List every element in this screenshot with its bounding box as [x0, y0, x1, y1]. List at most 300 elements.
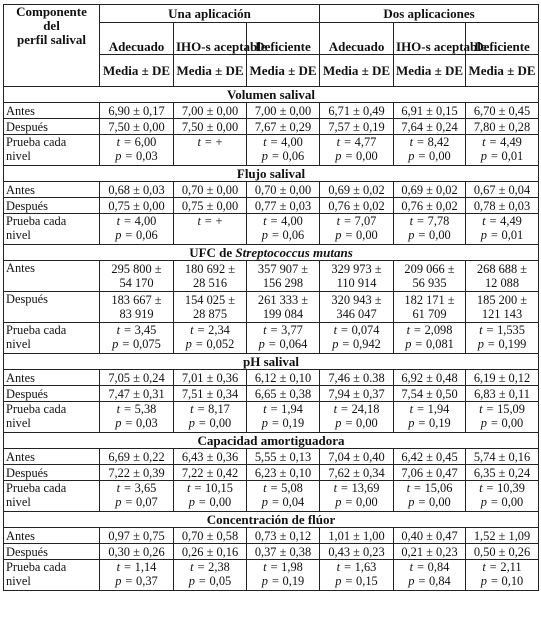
test-cell [394, 323, 466, 354]
test-cell [320, 323, 394, 354]
value-cell: 0,37 ± 0,38 [247, 544, 320, 560]
table-row-despues [4, 465, 539, 481]
value-line-1: 295 800 ± [111, 262, 162, 276]
t-prefix: t = [336, 135, 355, 149]
row-label-despues: Después [4, 544, 100, 560]
t-value: 4,49 [500, 135, 522, 149]
p-value-line [322, 416, 391, 430]
row-label-prueba-line1: Prueba cada [6, 214, 67, 228]
p-value: 0,06 [136, 228, 158, 242]
row-label-prueba-line2: nivel [6, 337, 31, 351]
t-prefix: t = [116, 135, 135, 149]
value-cell: 0,69 ± 0,02 [394, 182, 466, 198]
t-value: 1,94 [281, 402, 303, 416]
p-prefix: p = [408, 149, 430, 163]
test-cell [247, 560, 320, 591]
p-prefix: p = [261, 228, 283, 242]
value-cell: 6,70 ± 0,45 [466, 103, 539, 119]
t-prefix: t = [197, 135, 216, 149]
t-value: 2,34 [208, 323, 230, 337]
p-value: 0,081 [425, 337, 454, 351]
p-value: 0,00 [209, 495, 232, 509]
table-row-despues [4, 544, 539, 560]
p-prefix: p = [261, 416, 283, 430]
t-prefix: t = [333, 481, 352, 495]
t-prefix: t = [482, 214, 501, 228]
t-prefix: t = [116, 214, 135, 228]
p-value: 0,15 [356, 574, 378, 588]
row-label-prueba-line2: nivel [6, 416, 31, 430]
section-title: Concentración de flúor [4, 512, 539, 528]
p-value-line [468, 228, 536, 242]
p-value-line [102, 337, 171, 351]
value-line-2: 83 919 [119, 307, 154, 321]
p-value: 0,19 [282, 416, 305, 430]
t-statistic [468, 135, 536, 149]
value-cell: 7,01 ± 0,36 [174, 370, 247, 386]
row-label-prueba-line2: nivel [6, 574, 31, 588]
t-statistic [102, 481, 171, 495]
p-value: 0,06 [282, 228, 305, 242]
value-cell: 0,76 ± 0,02 [394, 198, 466, 214]
test-cell [174, 323, 247, 354]
test-cell [394, 481, 466, 512]
p-value: 0,05 [209, 574, 232, 588]
value-cell: 7,04 ± 0,40 [320, 449, 394, 465]
t-value: 4,77 [354, 135, 377, 149]
value-cell: 1,01 ± 1,00 [320, 528, 394, 544]
value-cell: 7,54 ± 0,50 [394, 386, 466, 402]
p-prefix: p = [335, 574, 357, 588]
stat-header: Media ± DE [466, 55, 539, 87]
t-statistic [102, 323, 171, 337]
t-value: 7,78 [427, 214, 450, 228]
value-line-2: 12 088 [484, 276, 520, 290]
p-value-line [102, 495, 171, 509]
t-value: 8,17 [208, 402, 230, 416]
row-label-prueba [4, 214, 100, 245]
value-cell: 0,21 ± 0,23 [394, 544, 466, 560]
t-value: 2,38 [208, 560, 230, 574]
p-value: 0,00 [429, 149, 451, 163]
row-label-despues: Después [4, 465, 100, 481]
row-label-prueba-line2: nivel [6, 228, 31, 242]
p-value: 0,03 [136, 416, 158, 430]
value-cell: 0,40 ± 0,47 [394, 528, 466, 544]
t-statistic [396, 481, 463, 495]
row-label-prueba [4, 481, 100, 512]
p-value: 0,04 [282, 495, 305, 509]
row-label-despues: Después [4, 119, 100, 135]
section-title: Capacidad amortiguadora [4, 433, 539, 449]
test-cell [247, 135, 320, 166]
p-value: 0,37 [136, 574, 158, 588]
p-prefix: p = [480, 149, 502, 163]
test-cell [466, 560, 539, 591]
t-statistic [468, 214, 536, 228]
test-cell [394, 560, 466, 591]
t-value: 8,42 [427, 135, 450, 149]
t-statistic [396, 560, 463, 574]
table-row-prueba [4, 323, 539, 354]
p-value: 0,00 [429, 495, 451, 509]
value-cell [100, 261, 174, 292]
value-cell [320, 292, 394, 323]
row-label-prueba-line2: nivel [6, 149, 31, 163]
t-statistic [249, 214, 317, 228]
value-cell: 7,51 ± 0,34 [174, 386, 247, 402]
p-value-line [322, 149, 391, 163]
value-cell: 7,22 ± 0,39 [100, 465, 174, 481]
value-cell: 7,80 ± 0,28 [466, 119, 539, 135]
t-prefix: t = [263, 323, 282, 337]
p-prefix: p = [332, 337, 353, 351]
t-prefix: t = [187, 481, 206, 495]
category-header: IHO-s aceptable [174, 23, 247, 55]
p-prefix: p = [115, 495, 137, 509]
t-statistic [176, 214, 244, 228]
t-value: 1,94 [427, 402, 450, 416]
p-value: 0,00 [501, 416, 524, 430]
t-value: 10,15 [205, 481, 233, 495]
t-statistic [396, 402, 463, 416]
t-statistic [249, 560, 317, 574]
t-value: + [215, 214, 223, 228]
value-cell [394, 292, 466, 323]
p-value: 0,07 [136, 495, 158, 509]
row-label-prueba-line1: Prueba cada [6, 135, 67, 149]
p-prefix: p = [408, 228, 430, 242]
value-cell: 7,47 ± 0,31 [100, 386, 174, 402]
value-cell: 7,46 ± 0.38 [320, 370, 394, 386]
category-header: Deficiente [247, 23, 320, 55]
test-cell [394, 402, 466, 433]
p-value-line [396, 228, 463, 242]
value-line-2: 54 170 [119, 276, 154, 290]
table-row-prueba [4, 481, 539, 512]
table-row-antes [4, 103, 539, 119]
value-line-2: 156 298 [262, 276, 304, 290]
p-value-line [322, 228, 391, 242]
p-value-line [322, 495, 391, 509]
p-value-line [102, 574, 171, 588]
test-cell [320, 402, 394, 433]
value-line-2: 110 914 [336, 276, 377, 290]
value-cell: 0,50 ± 0,26 [466, 544, 539, 560]
t-prefix: t = [409, 560, 428, 574]
value-cell: 7,00 ± 0,00 [247, 103, 320, 119]
category-header: IHO-s aceptable [394, 23, 466, 55]
t-value: 3,45 [134, 323, 157, 337]
value-line-2: 199 084 [262, 307, 304, 321]
value-line-2: 121 143 [481, 307, 523, 321]
t-statistic [176, 481, 244, 495]
table-row-despues [4, 198, 539, 214]
p-value-line [102, 228, 171, 242]
p-value-line [249, 495, 317, 509]
p-value: 0,00 [356, 228, 378, 242]
category-header: Deficiente [466, 23, 539, 55]
value-cell: 0,97 ± 0,75 [100, 528, 174, 544]
table-row-antes [4, 449, 539, 465]
value-cell: 7,22 ± 0,42 [174, 465, 247, 481]
t-prefix: t = [263, 560, 282, 574]
value-cell: 6,83 ± 0,11 [466, 386, 539, 402]
table-row-despues [4, 386, 539, 402]
p-value: 0,06 [282, 149, 305, 163]
stat-header: Media ± DE [100, 55, 174, 87]
p-value-line [249, 337, 317, 351]
value-cell: 0,73 ± 0,12 [247, 528, 320, 544]
table-row-prueba [4, 214, 539, 245]
t-prefix: t = [197, 214, 216, 228]
p-prefix: p = [480, 228, 502, 242]
row-label-prueba-line1: Prueba cada [6, 481, 67, 495]
test-cell [394, 214, 466, 245]
t-statistic [249, 323, 317, 337]
p-value-line [249, 149, 317, 163]
value-line-1: 268 688 ± [476, 262, 528, 276]
row-label-despues: Después [4, 198, 100, 214]
t-value: 5,38 [134, 402, 157, 416]
value-cell: 0,26 ± 0,16 [174, 544, 247, 560]
p-value-line [102, 416, 171, 430]
test-cell [247, 323, 320, 354]
p-value: 0,00 [501, 495, 524, 509]
t-prefix: t = [479, 402, 498, 416]
value-cell: 5,55 ± 0,13 [247, 449, 320, 465]
section-title-row [4, 166, 539, 182]
t-prefix: t = [409, 135, 428, 149]
t-value: 4,49 [500, 214, 522, 228]
value-cell: 6,71 ± 0,49 [320, 103, 394, 119]
p-value-line [102, 149, 171, 163]
value-cell: 0,67 ± 0,04 [466, 182, 539, 198]
test-cell [100, 135, 174, 166]
value-cell [466, 292, 539, 323]
p-prefix: p = [115, 574, 137, 588]
t-prefix: t = [406, 323, 425, 337]
value-cell [320, 261, 394, 292]
t-value: 24,18 [351, 402, 380, 416]
t-value: 15,09 [497, 402, 525, 416]
value-cell: 0,78 ± 0,03 [466, 198, 539, 214]
p-value: 0,052 [206, 337, 235, 351]
section-title-row [4, 433, 539, 449]
t-value: 1,63 [354, 560, 377, 574]
value-cell: 7,50 ± 0,00 [100, 119, 174, 135]
p-value-line [396, 574, 463, 588]
section-title-row [4, 512, 539, 528]
t-prefix: t = [190, 560, 209, 574]
value-cell: 6,35 ± 0,24 [466, 465, 539, 481]
row-label-prueba [4, 323, 100, 354]
value-line-1: 209 066 ± [404, 262, 455, 276]
row-label-antes: Antes [4, 103, 100, 119]
p-value: 0,19 [282, 574, 305, 588]
value-cell: 7,00 ± 0,00 [174, 103, 247, 119]
t-statistic [468, 560, 536, 574]
row-label-prueba [4, 402, 100, 433]
t-prefix: t = [333, 323, 352, 337]
p-value-line [468, 495, 536, 509]
p-value-line [396, 495, 463, 509]
section-title: Flujo salival [4, 166, 539, 182]
p-value-line [322, 574, 391, 588]
value-line-1: 185 200 ± [476, 293, 528, 307]
t-prefix: t = [116, 560, 135, 574]
t-prefix: t = [336, 560, 355, 574]
table-row-prueba [4, 402, 539, 433]
t-prefix: t = [409, 402, 428, 416]
row-label-prueba-line1: Prueba cada [6, 402, 67, 416]
p-value: 0,075 [132, 337, 161, 351]
p-prefix: p = [188, 495, 210, 509]
p-prefix: p = [258, 337, 280, 351]
p-prefix: p = [261, 149, 283, 163]
value-line-1: 180 692 ± [184, 262, 236, 276]
t-statistic [176, 402, 244, 416]
test-cell [466, 135, 539, 166]
t-prefix: t = [479, 323, 498, 337]
group-two-header: Dos aplicaciones [320, 5, 539, 23]
value-line-2: 61 709 [412, 307, 447, 321]
test-cell [466, 481, 539, 512]
t-prefix: t = [336, 214, 355, 228]
table-row-prueba [4, 135, 539, 166]
test-cell [394, 135, 466, 166]
t-prefix: t = [263, 135, 282, 149]
section-title: pH salival [4, 354, 539, 370]
row-label-despues: Después [4, 292, 100, 323]
p-value-line [322, 337, 391, 351]
test-cell [247, 402, 320, 433]
value-line-1: 357 907 ± [257, 262, 309, 276]
value-cell: 5,74 ± 0,16 [466, 449, 539, 465]
t-prefix: t = [406, 481, 425, 495]
test-cell [100, 560, 174, 591]
t-value: 0,074 [351, 323, 380, 337]
table-row-antes [4, 182, 539, 198]
test-cell [466, 214, 539, 245]
test-cell [466, 323, 539, 354]
t-value: 1,535 [497, 323, 525, 337]
t-value: + [215, 135, 223, 149]
value-cell [466, 261, 539, 292]
p-prefix: p = [335, 149, 357, 163]
value-cell: 6,43 ± 0,36 [174, 449, 247, 465]
value-line-2: 346 047 [336, 307, 377, 321]
t-value: 7,07 [354, 214, 377, 228]
test-cell [174, 214, 247, 245]
p-value-line [249, 228, 317, 242]
p-value: 0,84 [429, 574, 451, 588]
stat-header: Media ± DE [320, 55, 394, 87]
test-cell [174, 402, 247, 433]
test-cell [320, 214, 394, 245]
t-statistic [396, 323, 463, 337]
test-cell [466, 402, 539, 433]
value-cell [174, 292, 247, 323]
value-cell: 6,19 ± 0,12 [466, 370, 539, 386]
p-value: 0,01 [501, 149, 524, 163]
value-line-1: 154 025 ± [184, 293, 236, 307]
t-value: 4,00 [281, 135, 303, 149]
p-value-line [468, 337, 536, 351]
p-value-line [468, 416, 536, 430]
table-row-despues [4, 292, 539, 323]
t-value: 5,08 [281, 481, 303, 495]
t-prefix: t = [116, 402, 135, 416]
t-prefix: t = [116, 481, 135, 495]
component-header-line2: del [43, 18, 60, 33]
section-title [4, 245, 539, 261]
row-label-antes: Antes [4, 370, 100, 386]
row-label-despues: Después [4, 386, 100, 402]
row-label-prueba [4, 560, 100, 591]
p-value: 0,03 [136, 149, 158, 163]
p-value: 0,199 [498, 337, 527, 351]
t-prefix: t = [409, 214, 428, 228]
value-line-1: 183 667 ± [111, 293, 162, 307]
p-prefix: p = [480, 574, 502, 588]
value-cell: 7,62 ± 0,34 [320, 465, 394, 481]
value-cell: 0,70 ± 0,58 [174, 528, 247, 544]
t-statistic [322, 560, 391, 574]
row-label-prueba-line1: Prueba cada [6, 560, 67, 574]
value-line-2: 28 516 [192, 276, 228, 290]
p-prefix: p = [115, 228, 137, 242]
t-statistic [102, 135, 171, 149]
value-cell: 6,23 ± 0,10 [247, 465, 320, 481]
component-header [4, 5, 100, 87]
p-value-line [249, 574, 317, 588]
p-value-line [176, 416, 244, 430]
row-label-antes: Antes [4, 182, 100, 198]
value-cell: 7,67 ± 0,29 [247, 119, 320, 135]
value-cell: 0,70 ± 0,00 [174, 182, 247, 198]
p-value: 0,00 [356, 495, 378, 509]
t-value: 2,11 [500, 560, 522, 574]
test-cell [174, 481, 247, 512]
p-value: 0,00 [356, 149, 378, 163]
section-title-italic: Streptococcus mutans [235, 244, 353, 260]
test-cell [320, 135, 394, 166]
p-prefix: p = [188, 416, 210, 430]
row-label-antes: Antes [4, 528, 100, 544]
t-statistic [176, 560, 244, 574]
test-cell [174, 135, 247, 166]
t-statistic [249, 481, 317, 495]
p-value-line [468, 574, 536, 588]
t-value: 1,14 [134, 560, 157, 574]
t-statistic [322, 214, 391, 228]
section-title: Volumen salival [4, 87, 539, 103]
value-line-1: 320 943 ± [331, 293, 382, 307]
p-value: 0,942 [352, 337, 381, 351]
t-statistic [322, 323, 391, 337]
t-value: 6,00 [134, 135, 157, 149]
value-cell: 6,69 ± 0,22 [100, 449, 174, 465]
value-cell: 7,94 ± 0,37 [320, 386, 394, 402]
p-value-line [176, 337, 244, 351]
p-value: 0,064 [279, 337, 308, 351]
value-cell: 1,52 ± 1,09 [466, 528, 539, 544]
value-line-1: 182 171 ± [404, 293, 455, 307]
test-cell [100, 481, 174, 512]
t-value: 4,00 [134, 214, 157, 228]
t-statistic [102, 214, 171, 228]
